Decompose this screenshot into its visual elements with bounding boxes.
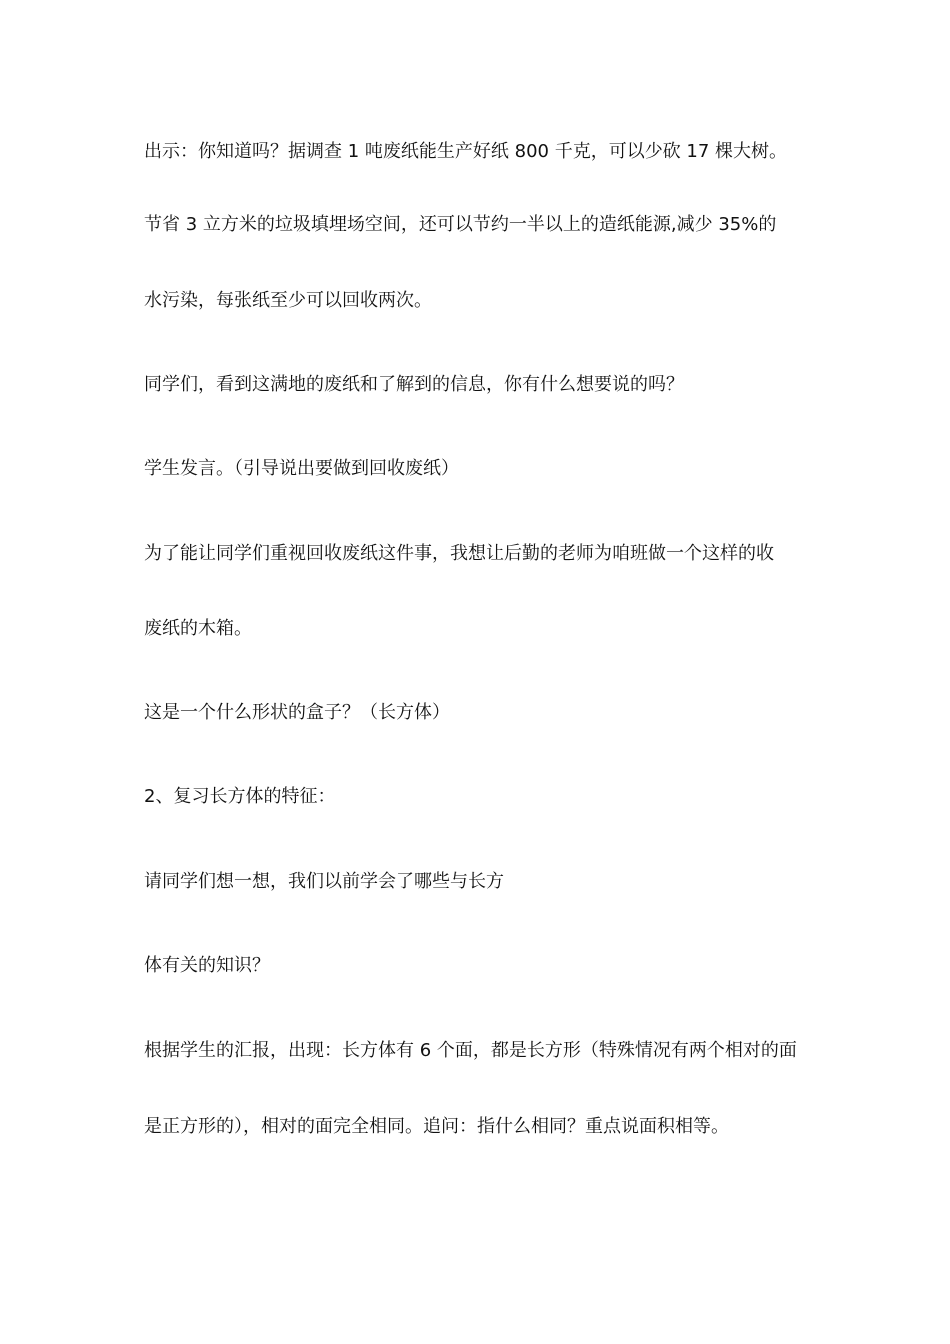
text-line: 废纸的木箱。 <box>144 618 252 639</box>
text-line: 根据学生的汇报，出现：长方体有 6 个面，都是长方形（特殊情况有两个相对的面 <box>144 1040 797 1061</box>
text-line: 学生发言。（引导说出要做到回收废纸） <box>144 458 459 479</box>
text-line: 体有关的知识？ <box>144 955 270 976</box>
text-line: 为了能让同学们重视回收废纸这件事，我想让后勤的老师为咱班做一个这样的收 <box>144 543 774 564</box>
text-line: 出示：你知道吗？据调查 1 吨废纸能生产好纸 800 千克，可以少砍 17 棵大树。 <box>144 141 788 162</box>
text-line: 这是一个什么形状的盒子？（长方体） <box>144 702 450 723</box>
section-heading: 2、复习长方体的特征： <box>144 786 336 807</box>
text-line: 请同学们想一想，我们以前学会了哪些与长方 <box>144 871 504 892</box>
text-line: 是正方形的），相对的面完全相同。追问：指什么相同？重点说面积相等。 <box>144 1116 729 1137</box>
text-line: 同学们，看到这满地的废纸和了解到的信息，你有什么想要说的吗？ <box>144 374 684 395</box>
text-line: 节省 3 立方米的垃圾填埋场空间，还可以节约一半以上的造纸能源,减少 35%的 <box>144 214 777 235</box>
text-line: 水污染，每张纸至少可以回收两次。 <box>144 290 432 311</box>
